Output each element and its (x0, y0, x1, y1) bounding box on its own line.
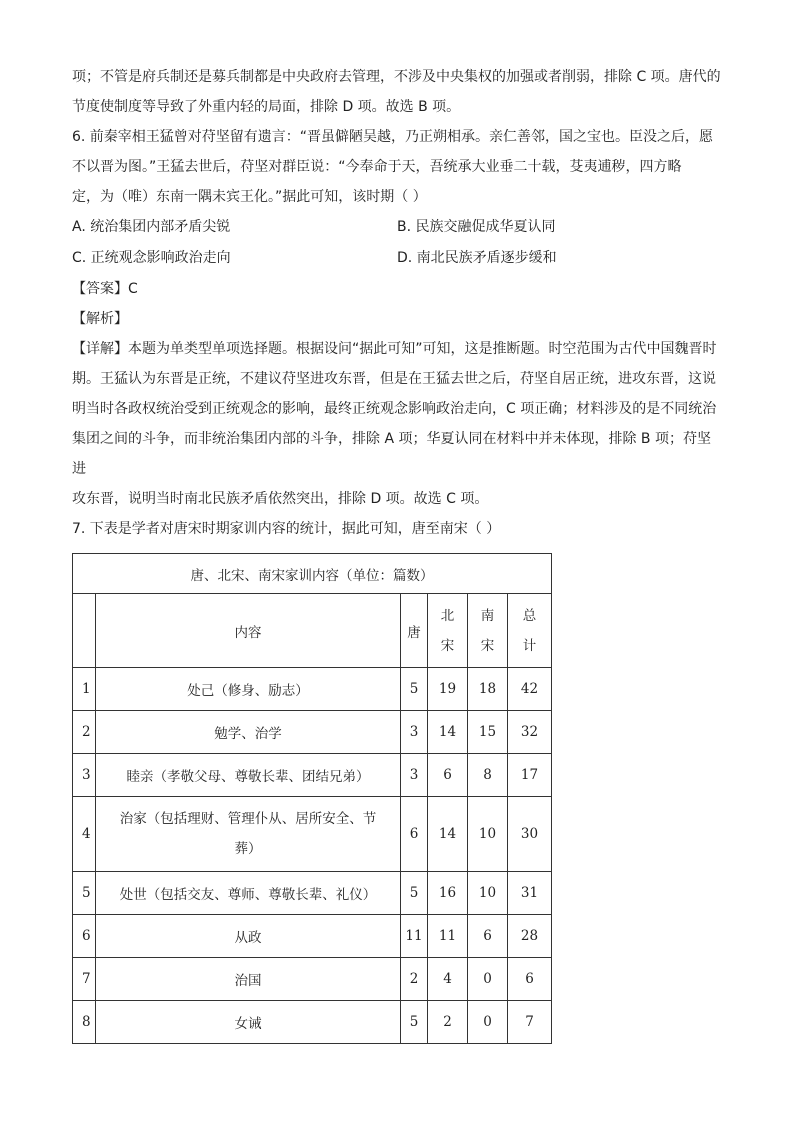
header-content: 内容 (96, 594, 401, 668)
q6-option-c: C. 正统观念影响政治走向 (72, 250, 231, 266)
row-index: 6 (73, 915, 96, 958)
q6-stem-line: 定，为（唯）东南一隅未宾王化。”据此可知，该时期（ ） (72, 189, 427, 205)
q6-option-b: B. 民族交融促成华夏认同 (397, 219, 556, 235)
row-tang: 3 (401, 754, 428, 797)
table-row (73, 872, 552, 915)
row-index: 1 (73, 668, 96, 711)
row-north-song: 2 (428, 1001, 468, 1044)
row-total: 31 (508, 872, 552, 915)
row-south-song: 18 (468, 668, 508, 711)
row-north-song: 16 (428, 872, 468, 915)
row-tang: 2 (401, 958, 428, 1001)
table-row (73, 711, 552, 754)
q6-option-a: A. 统治集团内部矛盾尖锐 (72, 219, 231, 235)
q6-option-d: D. 南北民族矛盾逐步缓和 (397, 250, 557, 266)
q6-stem-line: 不以晋为图。”王猛去世后，苻坚对群臣说：“今奉命于天，吾统承大业垂二十载，芟夷逋秽，四方略 (72, 159, 682, 175)
row-index: 7 (73, 958, 96, 1001)
row-index: 4 (73, 797, 96, 872)
table-row (73, 915, 552, 958)
q6-detail-line: 攻东晋，说明当时南北民族矛盾依然突出，排除 D 项。故选 C 项。 (72, 491, 489, 507)
row-content: 勉学、治学 (96, 711, 401, 754)
q6-detail-line: 【详解】本题为单类型单项选择题。根据设问“据此可知”可知，这是推断题。时空范围为古代中国魏晋时 (72, 341, 717, 357)
row-content: 处世（包括交友、尊师、尊敬长辈、礼仪） (96, 872, 401, 915)
header-north-song: 北 宋 (428, 594, 468, 668)
row-south-song: 10 (468, 797, 508, 872)
row-index: 3 (73, 754, 96, 797)
q6-answer: 【答案】C (72, 281, 138, 297)
row-north-song: 6 (428, 754, 468, 797)
q6-analysis-label: 【解析】 (72, 311, 128, 327)
row-north-song: 14 (428, 797, 468, 872)
q6-stem-line: 6. 前秦宰相王猛曾对苻坚留有遗言：“晋虽僻陋吴越，乃正朔相承。亲仁善邻，国之宝也。臣没之后，愿 (72, 129, 714, 145)
prev-answer-line: 节度使制度等导致了外重内轻的局面，排除 D 项。故选 B 项。 (72, 99, 461, 115)
q6-detail-line: 集团之间的斗争，而非统治集团内部的斗争，排除 A 项；华夏认同在材料中并未体现，排除 B 项；苻坚进 (72, 431, 711, 477)
q7-table (72, 553, 552, 1044)
table-row (73, 668, 552, 711)
table-row (73, 1001, 552, 1044)
header-total: 总 计 (508, 594, 552, 668)
row-content: 治国 (96, 958, 401, 1001)
q7-stem: 7. 下表是学者对唐宋时期家训内容的统计，据此可知，唐至南宋（ ） (72, 521, 501, 537)
row-total: 28 (508, 915, 552, 958)
row-south-song: 10 (468, 872, 508, 915)
row-content: 治家（包括理财、管理仆从、居所安全、节 葬） (96, 797, 401, 872)
row-tang: 5 (401, 1001, 428, 1044)
header-tang: 唐 (401, 594, 428, 668)
row-north-song: 4 (428, 958, 468, 1001)
row-total: 32 (508, 711, 552, 754)
document-page (72, 62, 722, 1044)
q6-detail-line: 明当时各政权统治受到正统观念的影响，最终正统观念影响政治走向，C 项正确；材料涉及的是不同统治 (72, 401, 717, 417)
row-total: 30 (508, 797, 552, 872)
row-south-song: 6 (468, 915, 508, 958)
row-tang: 6 (401, 797, 428, 872)
row-total: 7 (508, 1001, 552, 1044)
row-index: 2 (73, 711, 96, 754)
table-row (73, 958, 552, 1001)
row-content: 睦亲（孝敬父母、尊敬长辈、团结兄弟） (96, 754, 401, 797)
row-south-song: 0 (468, 958, 508, 1001)
row-north-song: 11 (428, 915, 468, 958)
q6-detail-line: 期。王猛认为东晋是正统，不建议苻坚进攻东晋，但是在王猛去世之后，苻坚自居正统，进攻东晋，这说 (72, 371, 716, 387)
prev-answer-line: 项；不管是府兵制还是募兵制都是中央政府去管理，不涉及中央集权的加强或者削弱，排除 C 项。唐代的 (72, 69, 721, 85)
row-north-song: 19 (428, 668, 468, 711)
header-index (73, 594, 96, 668)
table-row (73, 754, 552, 797)
row-tang: 5 (401, 668, 428, 711)
row-tang: 3 (401, 711, 428, 754)
header-south-song: 南 宋 (468, 594, 508, 668)
row-tang: 11 (401, 915, 428, 958)
row-total: 6 (508, 958, 552, 1001)
row-content: 从政 (96, 915, 401, 958)
table-row (73, 797, 552, 872)
row-south-song: 0 (468, 1001, 508, 1044)
row-south-song: 15 (468, 711, 508, 754)
table-caption: 唐、北宋、南宋家训内容（单位：篇数） (73, 554, 552, 594)
row-index: 5 (73, 872, 96, 915)
row-south-song: 8 (468, 754, 508, 797)
row-content: 女诫 (96, 1001, 401, 1044)
row-north-song: 14 (428, 711, 468, 754)
q6-options (72, 212, 722, 274)
row-content: 处己（修身、励志） (96, 668, 401, 711)
row-index: 8 (73, 1001, 96, 1044)
row-total: 42 (508, 668, 552, 711)
row-total: 17 (508, 754, 552, 797)
row-tang: 5 (401, 872, 428, 915)
table-header-row (73, 594, 552, 668)
